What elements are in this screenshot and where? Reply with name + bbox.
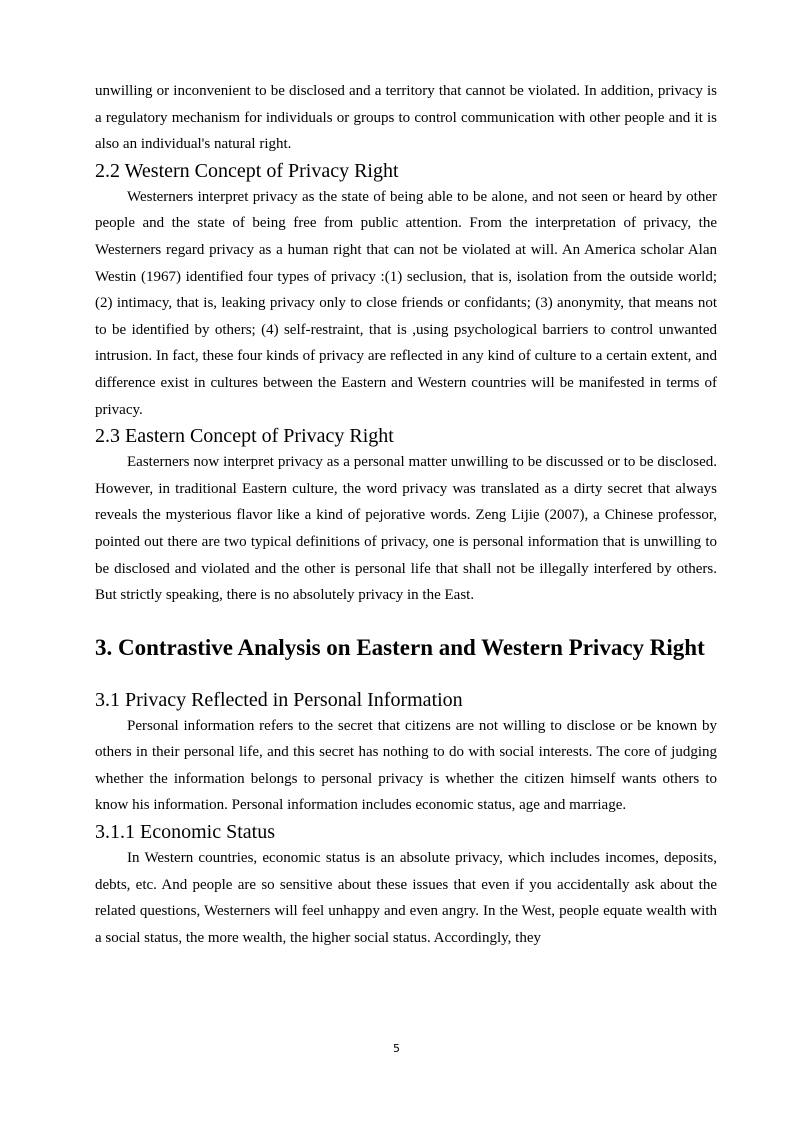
paragraph-personal-information: Personal information refers to the secret that citizens are not willing to disclose or be known by others in their personal life, and this secret has nothing to do with social interests. The core of judging whether the information belongs to personal privacy is whether the citizen himself wants others to know his information. Personal information includes economic status, age and marriage. [95, 717, 717, 814]
section-heading-2-2: 2.2 Western Concept of Privacy Right [95, 159, 399, 182]
spacer [95, 609, 717, 635]
page-number: 5 [393, 1042, 400, 1055]
section-heading-3-1: 3.1 Privacy Reflected in Personal Information [95, 688, 463, 711]
section-heading-2-3: 2.3 Eastern Concept of Privacy Right [95, 425, 394, 448]
document-body [95, 78, 717, 951]
paragraph-eastern-concept: Easterners now interpret privacy as a personal matter unwilling to be discussed or to be disclosed. However, in traditional Eastern culture, the word privacy was translated as a dirty secret that always reveals the mysterious flavor like a kind of pejorative words. Zeng Lijie (2007), a Chinese professor, pointed out there are two typical definitions of privacy, one is personal information that is unwilling to be disclosed and violated and the other is personal life that shall not be illegally interfered by others. But strictly speaking, there is no absolutely privacy in the East. [95, 454, 717, 604]
section-heading-3-1-1: 3.1.1 Economic Status [95, 821, 275, 844]
chapter-heading-3: 3. Contrastive Analysis on Eastern and Western Privacy Right [95, 634, 705, 660]
paragraph-intro: unwilling or inconvenient to be disclosed and a territory that cannot be violated. In addition, privacy is a regulatory mechanism for individuals or groups to control communication with other people and it is also an individual's natural right. [95, 83, 717, 153]
paragraph-western-concept: Westerners interpret privacy as the state of being able to be alone, and not seen or heard by other people and the state of being free from public attention. From the interpretation of privacy, the Westerners regard privacy as a human right that can not be violated at will. An America scholar Alan Westin (1967) identified four types of privacy :(1) seclusion, that is, isolation from the outside world; (2) intimacy, that is, leaking privacy only to close friends or confidants; (3) anonymity, that means not to be identified by others; (4) self-restraint, that is ,using psychological barriers to control unwanted intrusion. In fact, these four kinds of privacy are reflected in any kind of culture to a certain extent, and difference exist in cultures between the Eastern and Western countries will be manifested in terms of privacy. [95, 188, 717, 418]
paragraph-economic-status: In Western countries, economic status is an absolute privacy, which includes incomes, deposits, debts, etc. And people are so sensitive about these issues that even if you accidentally ask about the related questions, Westerners will feel unhappy and even angry. In the West, people equate wealth with a social status, the more wealth, the higher social status. Accordingly, they [95, 850, 717, 946]
spacer [95, 661, 717, 687]
